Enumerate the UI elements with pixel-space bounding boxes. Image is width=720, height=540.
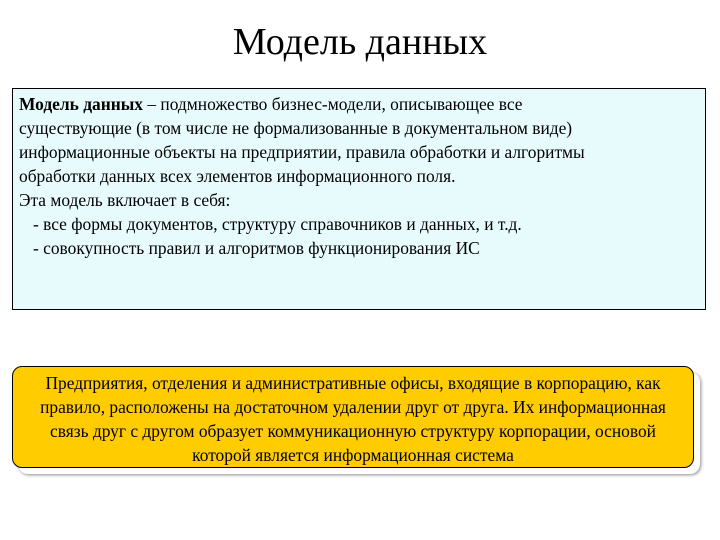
- summary-box: [12, 366, 694, 468]
- definition-line-1: [19, 92, 699, 116]
- page-title: Модель данных: [232, 21, 488, 63]
- summary-text: Предприятия, отделения и административные офисы, входящие в корпорацию, как правило, расположены на достаточном удалении друг от друга. Их информационная связь друг с другом образует коммуникационную структуру корпорации, основой которой является информационная система: [40, 373, 666, 465]
- definition-box: [12, 88, 706, 310]
- definition-line-2: существующие (в том числе не формализованные в документальном виде): [19, 118, 573, 138]
- list-item: - все формы документов, структуру справочников и данных, и т.д.: [33, 214, 522, 234]
- definition-line-3: информационные объекты на предприятии, правила обработки и алгоритмы: [19, 142, 585, 162]
- list-item: - совокупность правил и алгоритмов функционирования ИС: [33, 238, 480, 258]
- definition-line-5: Эта модель включает в себя:: [19, 190, 231, 210]
- definition-text-1: – подмножество бизнес-модели, описывающее все: [143, 94, 523, 114]
- definition-term: Модель данных: [19, 94, 144, 114]
- definition-line-4: обработки данных всех элементов информационного поля.: [19, 166, 456, 186]
